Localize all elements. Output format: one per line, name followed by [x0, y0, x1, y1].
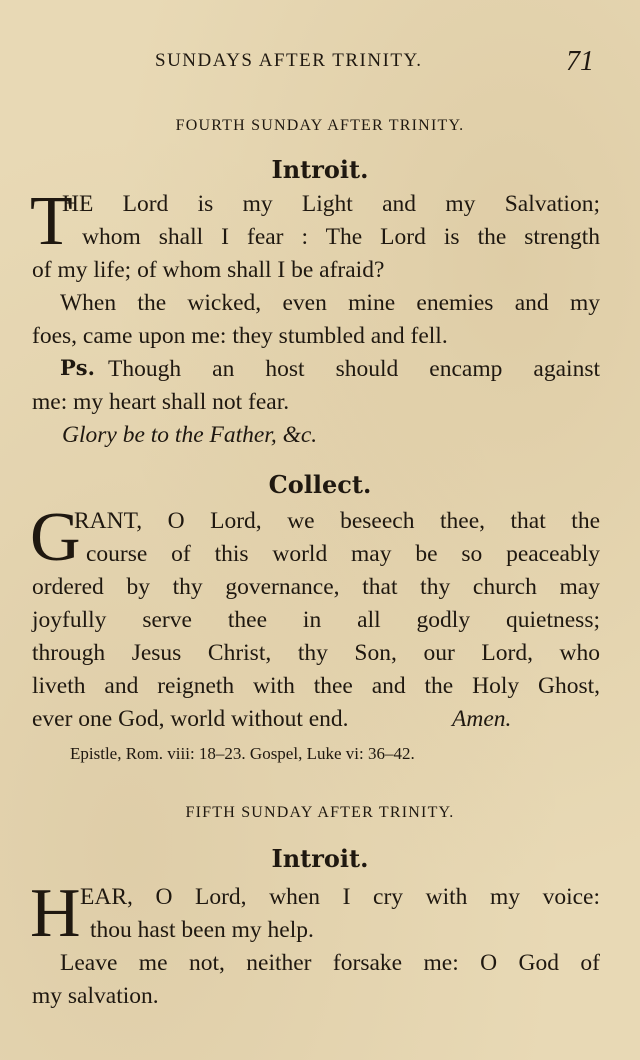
page-number: 71: [566, 46, 594, 77]
fourth-gloria: Glory be to the Father, &c.: [62, 422, 318, 448]
fifth-introit-line-2: thou hast been my help.: [90, 917, 314, 943]
collect-line-1: RANT, O Lord, we beseech thee, that the: [74, 508, 600, 534]
fifth-introit-line-4: my salvation.: [32, 983, 159, 1009]
collect-final-line: [32, 703, 600, 735]
fourth-introit-line-7: me: my heart shall not fear.: [32, 389, 290, 415]
collect-dropcap: G: [30, 499, 81, 576]
fourth-introit-line-1: HE Lord is my Light and my Salvation;: [62, 191, 600, 217]
collect-heading: Collect.: [268, 470, 372, 499]
collect-line-5: through Jesus Christ, thy Son, our Lord, who: [32, 640, 600, 666]
fifth-introit-line-3: Leave me not, neither forsake me: O God of: [60, 950, 600, 976]
fourth-introit-line-3: of my life; of whom shall I be afraid?: [32, 257, 385, 283]
fourth-introit-line-6: Though an host should encamp against: [108, 356, 600, 382]
fourth-introit-line-5: foes, came upon me: they stumbled and fell.: [32, 323, 448, 349]
page-header: [0, 46, 640, 76]
fourth-introit-dropcap: T: [30, 183, 73, 260]
fourth-introit-heading: Introit.: [271, 155, 369, 184]
fourth-introit-line-4: When the wicked, even mine enemies and my: [60, 290, 600, 316]
collect-line-7: ever one God, world without end.: [32, 706, 349, 732]
fourth-sunday-title: FOURTH SUNDAY AFTER TRINITY.: [175, 117, 465, 134]
collect-line-4: joyfully serve thee in all godly quietness;: [32, 607, 600, 633]
running-head: SUNDAYS AFTER TRINITY.: [155, 50, 423, 71]
fourth-introit-line-2: whom shall I fear : The Lord is the strength: [82, 224, 600, 250]
fifth-introit-heading: Introit.: [271, 844, 369, 873]
fifth-introit-dropcap: H: [30, 875, 81, 952]
collect-line-6: liveth and reigneth with thee and the Holy Ghost,: [32, 673, 600, 699]
fifth-sunday-title: FIFTH SUNDAY AFTER TRINITY.: [185, 804, 455, 821]
lessons-reference: Epistle, Rom. viii: 18–23. Gospel, Luke vi: 36–42.: [70, 744, 415, 763]
fifth-introit-line-1: EAR, O Lord, when I cry with my voice:: [80, 884, 600, 910]
collect-line-3: ordered by thy governance, that thy church may: [32, 574, 600, 600]
psalm-mark: Ps.: [60, 355, 95, 380]
collect-amen: Amen.: [452, 706, 512, 732]
collect-line-2: course of this world may be so peaceably: [86, 541, 600, 567]
fourth-psalm-line: [60, 353, 600, 385]
